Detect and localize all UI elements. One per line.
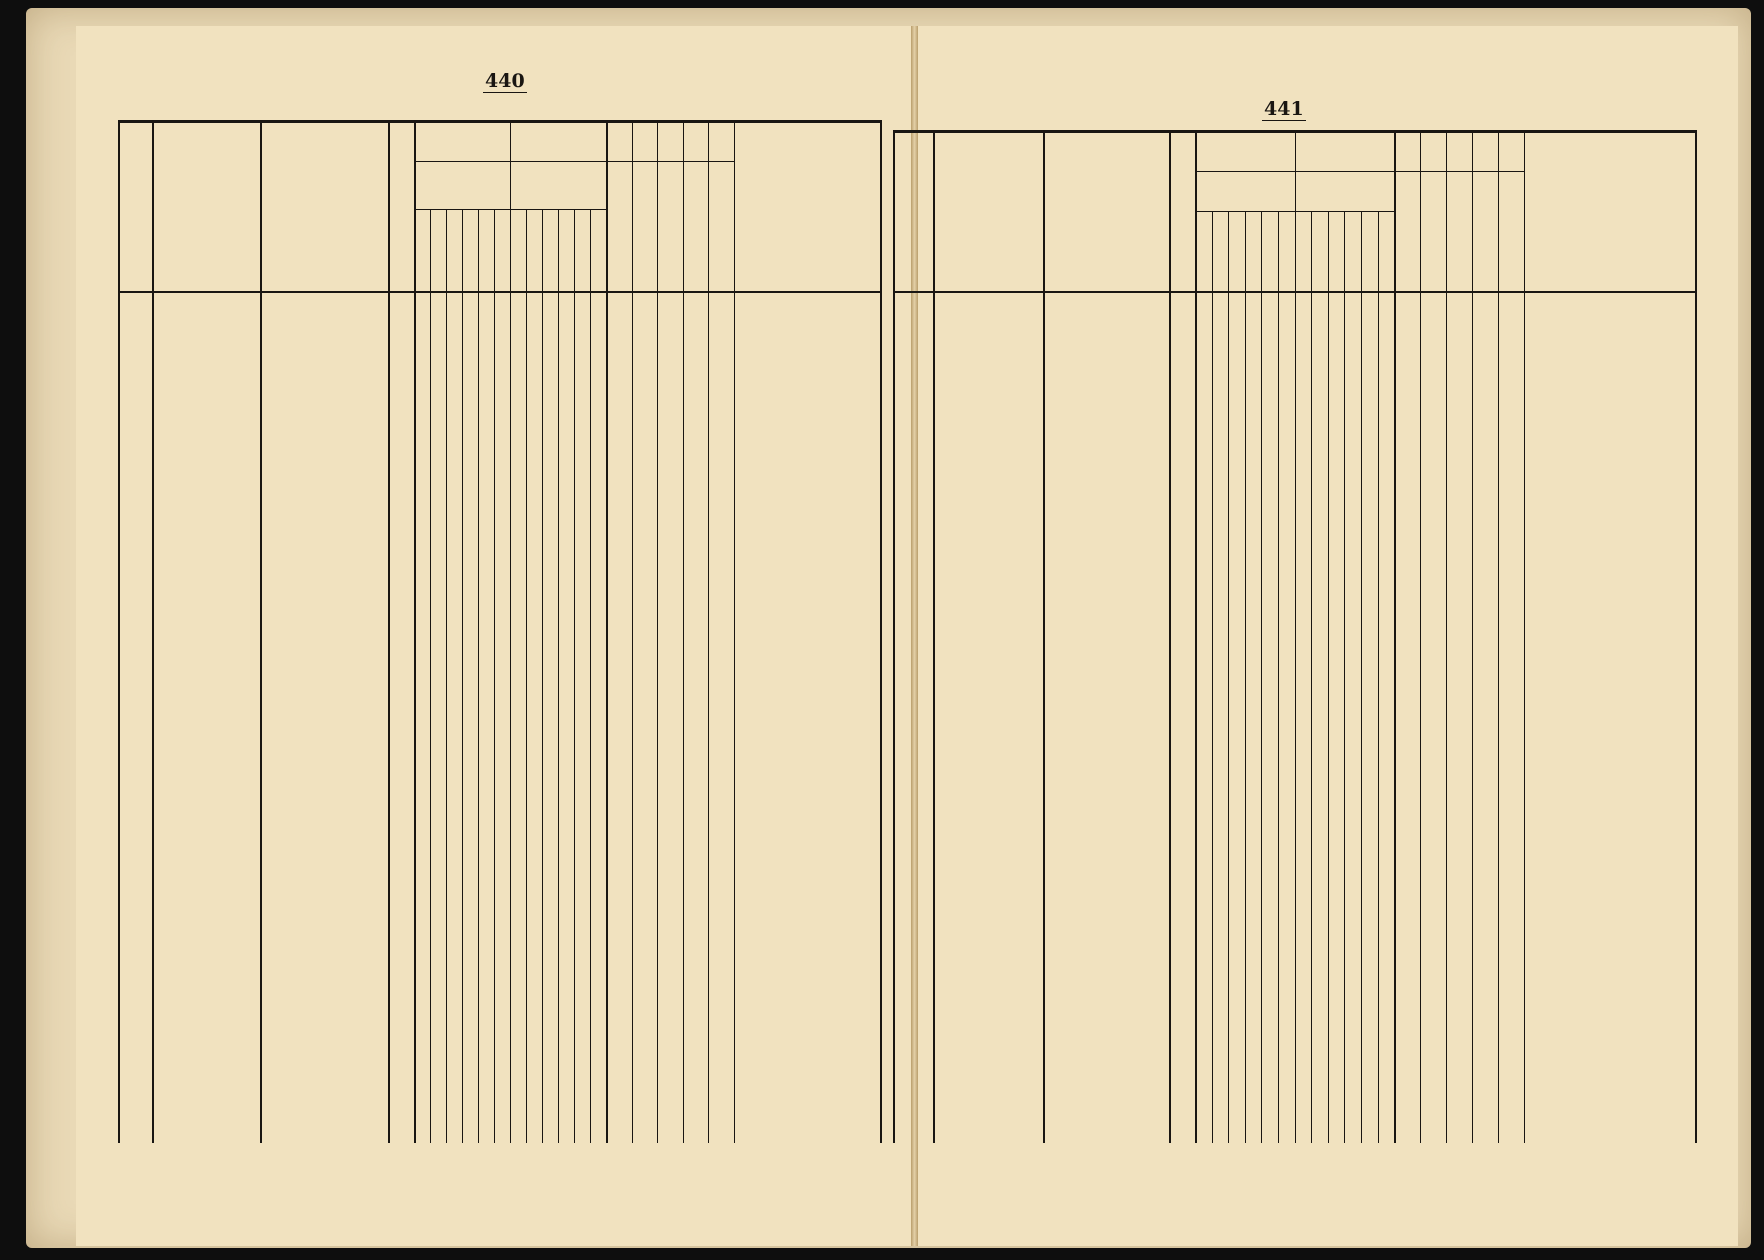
- table-row: [120, 449, 880, 469]
- table-row: [895, 414, 1695, 434]
- header-rule: [1195, 211, 1394, 212]
- table-row: [120, 929, 880, 949]
- table-row: [120, 741, 880, 761]
- header-divider: [120, 291, 880, 293]
- column-rule: [734, 123, 735, 1143]
- table-row: [895, 811, 1695, 831]
- left-page-number: 440: [485, 70, 525, 92]
- table-row: [895, 971, 1695, 991]
- table-row: [895, 559, 1695, 579]
- table-row: [895, 679, 1695, 699]
- table-row: [120, 902, 880, 922]
- column-rule: [414, 123, 416, 1143]
- table-row: [120, 688, 880, 708]
- table-row: [120, 822, 880, 842]
- table-row: [895, 919, 1695, 939]
- table-row: [895, 892, 1695, 912]
- table-row: [895, 865, 1695, 885]
- table-row: [120, 516, 880, 536]
- table-row: [120, 967, 880, 987]
- table-row: [895, 625, 1695, 645]
- table-row: [120, 848, 880, 868]
- table-row: [120, 329, 880, 349]
- column-rule: [632, 123, 633, 1143]
- table-row: [895, 440, 1695, 460]
- column-rule: [510, 123, 511, 1143]
- table-row: [895, 493, 1695, 513]
- header-rule: [606, 161, 734, 162]
- column-rule: [708, 123, 709, 1143]
- column-rule: [683, 123, 684, 1143]
- table-row: [120, 795, 880, 815]
- header-rule: [1394, 171, 1524, 172]
- right-page-number: 441: [1264, 98, 1304, 120]
- table-row: [895, 771, 1695, 791]
- table-row: [120, 555, 880, 575]
- header-rule: [1195, 171, 1394, 172]
- table-row: [120, 635, 880, 655]
- table-row: [895, 705, 1695, 725]
- table-row: [120, 396, 880, 416]
- table-row: [120, 662, 880, 682]
- table-row: [895, 586, 1695, 606]
- table-row: [895, 335, 1695, 355]
- header-rule: [414, 161, 606, 162]
- table-row: [895, 732, 1695, 752]
- table-row: [120, 875, 880, 895]
- table-row: [120, 582, 880, 602]
- left-table: [118, 120, 882, 1143]
- table-row: [120, 715, 880, 735]
- table-row: [895, 362, 1695, 382]
- table-row: [120, 356, 880, 376]
- table-row: [895, 533, 1695, 553]
- table-row: [895, 653, 1695, 673]
- table-row: [120, 768, 880, 788]
- table-row: [120, 476, 880, 496]
- right-table: [893, 130, 1697, 1143]
- column-rule: [657, 123, 658, 1143]
- column-rule: [388, 123, 390, 1143]
- table-row: [895, 838, 1695, 858]
- table-row: [895, 388, 1695, 408]
- header-rule: [414, 209, 606, 210]
- column-rule: [260, 123, 262, 1143]
- table-row: [895, 467, 1695, 487]
- column-rule: [606, 123, 608, 1143]
- table-row: [120, 609, 880, 629]
- column-rule: [152, 123, 154, 1143]
